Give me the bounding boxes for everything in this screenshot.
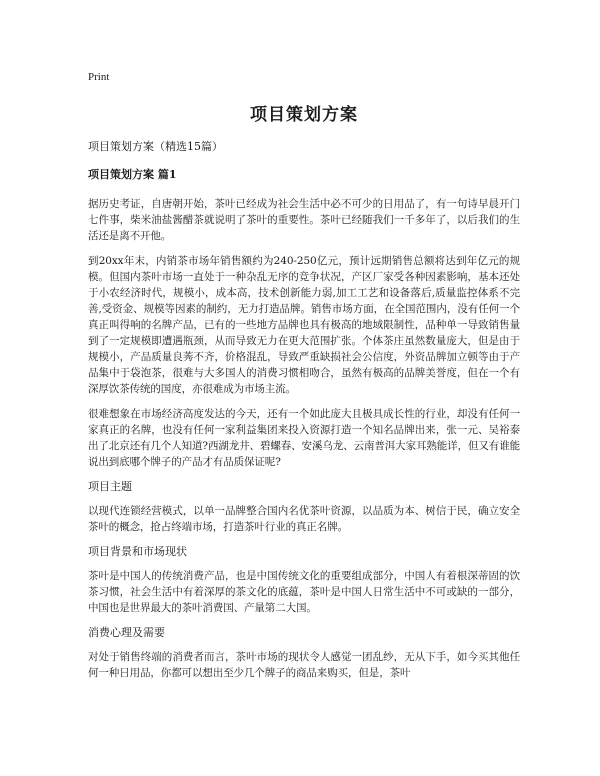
print-label[interactable]: Print	[88, 71, 110, 83]
paragraph-consumer-psychology: 对处于销售终端的消费者而言，茶叶市场的现状令人感觉一团乱纱，无从下手，如今买其他任何一种日用品，你都可以想出至少几个牌子的商品来购买，但是，茶叶	[88, 651, 520, 679]
heading-project-theme: 项目主题	[88, 480, 132, 493]
section-title: 项目策划方案 篇1	[88, 168, 177, 181]
document-title: 项目策划方案	[250, 105, 358, 125]
heading-background: 项目背景和市场现状	[88, 545, 187, 558]
document-page	[88, 70, 520, 690]
paragraph-background: 茶叶是中国人的传统消费产品，也是中国传统文化的重要组成部分，中国人有着根深蒂固的饮茶习惯，社会生活中有着深厚的茶文化的底蕴，茶叶是中国人日常生活中不可或缺的一部分，中国也是世界最大的茶叶消费国、产量第二大国。	[88, 570, 520, 614]
heading-consumer-psychology: 消费心理及需要	[88, 626, 165, 639]
paragraph-project-theme: 以现代连锁经营模式，以单一品牌整合国内名优茶叶资源，以品质为本、树信于民，确立安全茶叶的概念，抢占终端市场，打造茶叶行业的真正名牌。	[88, 505, 520, 533]
paragraph-history: 据历史考证，自唐朝开始，茶叶已经成为社会生活中必不可少的日用品了，有一句诗早晨开门七件事，柴米油盐酱醋茶就说明了茶叶的重要性。茶叶已经随我们一千多年了，以后我们的生活还是离不开他。	[88, 198, 520, 242]
paragraph-market-size: 到20xx年末，内销茶市场年销售额约为240-250亿元，预计远期销售总额将达到年亿元的规模。但国内茶叶市场一直处于一种杂乱无序的竞争状况，产区厂家受各种因素影响，基本还处于小农经济时代，规模小，成本高，技术创新能力弱,加工工艺和设备落后,质量监控体系不完善,受资金、规模等因素的制约，无力打造品牌。销售市场方面，在全国范围内，没有任何一个真正叫得响的名牌产品，已有的一些地方品牌也具有极高的地域限制性，品种单一导致销售量到了一定规模即遭遇瓶颈，从而导致无力在更大范围扩张。个体茶庄虽然数量庞大，但是由于规模小，产品质量良莠不齐，价格混乱，导致严重缺损社会公信度，外资品牌加立顿等由于产品集中于袋泡茶，很难与大多国人的消费习惯相吻合，虽然有极高的品牌美誉度，但在一个有深厚饮茶传统的国度，亦很难成为市场主流。	[88, 255, 520, 395]
document-subtitle: 项目策划方案（精选15篇）	[88, 140, 223, 153]
paragraph-no-brand: 很难想象在市场经济高度发达的今天，还有一个如此庞大且极具成长性的行业，却没有任何一家真正的名牌，也没有任何一家利益集团来投入资源打造一个知名品牌出来，张一元、吴裕泰出了北京还有几个人知道?西湖龙井、碧螺春、安溪乌龙、云南普洱大家耳熟能详，但又有谁能说出到底哪个牌子的产品才有品质保证呢?	[88, 408, 520, 468]
